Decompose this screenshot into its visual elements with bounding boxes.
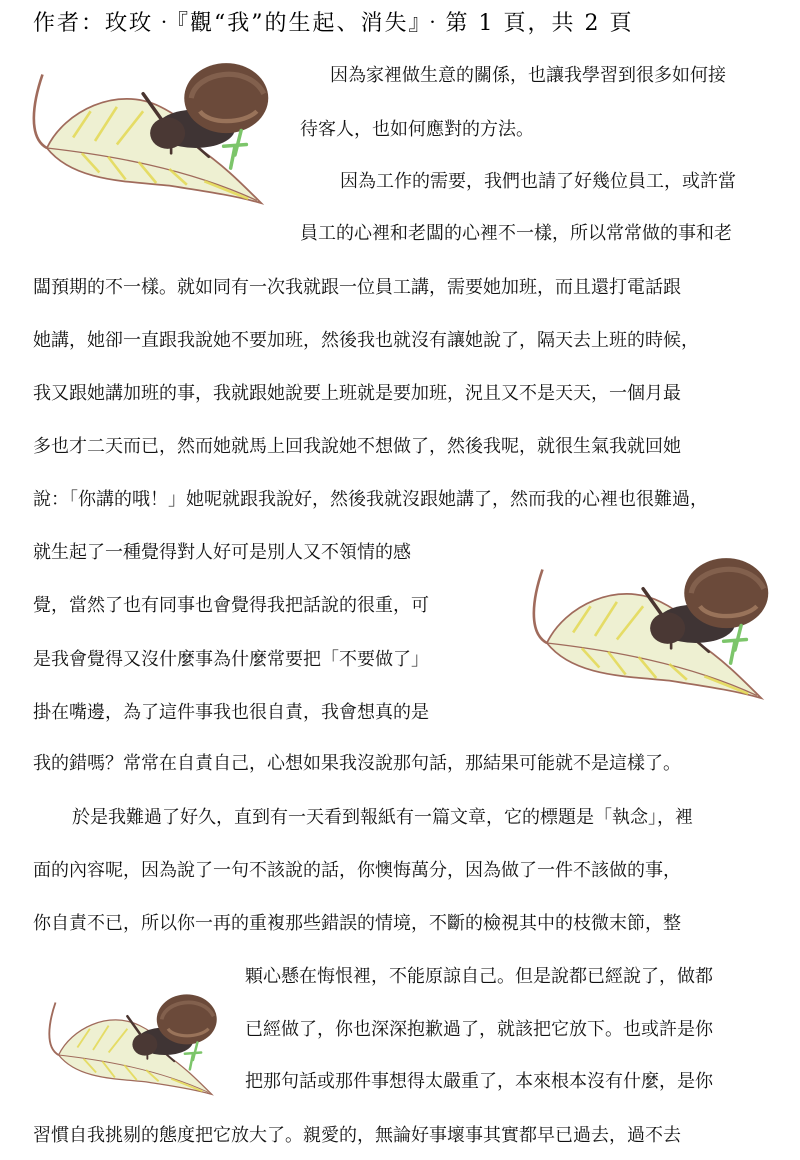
text-line: 就生起了一種覺得對人好可是別人又不領情的感 — [33, 542, 411, 563]
text-line: 覺，當然了也有同事也會覺得我把話說的很重，可 — [33, 595, 429, 616]
text-line: 面的內容呢，因為說了一句不該說的話，你懊悔萬分，因為做了一件不該做的事， — [33, 860, 681, 881]
text-line: 她講，她卻一直跟我說她不要加班，然後我也就沒有讓她說了，隔天去上班的時候， — [33, 330, 699, 351]
document-header: 作者：玫玫‧『觀“我”的生起、消失』‧第 1 頁，共 2 頁 — [33, 11, 634, 36]
text-line: 把那句話或那件事想得太嚴重了，本來根本沒有什麼，是你 — [245, 1071, 713, 1092]
snail-on-leaf-illustration — [505, 545, 790, 720]
text-line: 闆預期的不一樣。就如同有一次我就跟一位員工講，需要她加班，而且還打電話跟 — [33, 277, 681, 298]
text-line: 因為家裡做生意的關係，也讓我學習到很多如何接 — [330, 65, 726, 86]
text-line: 員工的心裡和老闆的心裡不一樣，所以常常做的事和老 — [300, 223, 732, 244]
snail-on-leaf-illustration — [5, 50, 290, 225]
text-line: 是我會覺得又沒什麼事為什麼常要把「不要做了」 — [33, 649, 429, 670]
text-line: 待客人，也如何應對的方法。 — [300, 119, 534, 140]
snail-on-leaf-illustration — [28, 985, 233, 1110]
text-line: 說：「你講的哦！」她呢就跟我說好，然後我就沒跟她講了，然而我的心裡也很難過， — [33, 489, 708, 510]
text-line: 於是我難過了好久，直到有一天看到報紙有一篇文章，它的標題是「執念」，裡 — [72, 807, 693, 828]
text-line: 我的錯嗎？常常在自責自己，心想如果我沒說那句話，那結果可能就不是這樣了。 — [33, 753, 681, 774]
text-line: 我又跟她講加班的事，我就跟她說要上班就是要加班，況且又不是天天，一個月最 — [33, 383, 681, 404]
text-line: 顆心懸在悔恨裡，不能原諒自己。但是說都已經說了，做都 — [245, 966, 713, 987]
text-line: 因為工作的需要，我們也請了好幾位員工，或許當 — [340, 171, 736, 192]
text-line: 你自責不已，所以你一再的重複那些錯誤的情境，不斷的檢視其中的枝微末節，整 — [33, 913, 681, 934]
text-line: 掛在嘴邊，為了這件事我也很自責，我會想真的是 — [33, 702, 429, 723]
text-line: 已經做了，你也深深抱歉過了，就該把它放下。也或許是你 — [245, 1019, 713, 1040]
text-line: 習慣自我挑剔的態度把它放大了。親愛的，無論好事壞事其實都早已過去，過不去 — [33, 1125, 681, 1146]
text-line: 多也才二天而已，然而她就馬上回我說她不想做了，然後我呢，就很生氣我就回她 — [33, 436, 681, 457]
